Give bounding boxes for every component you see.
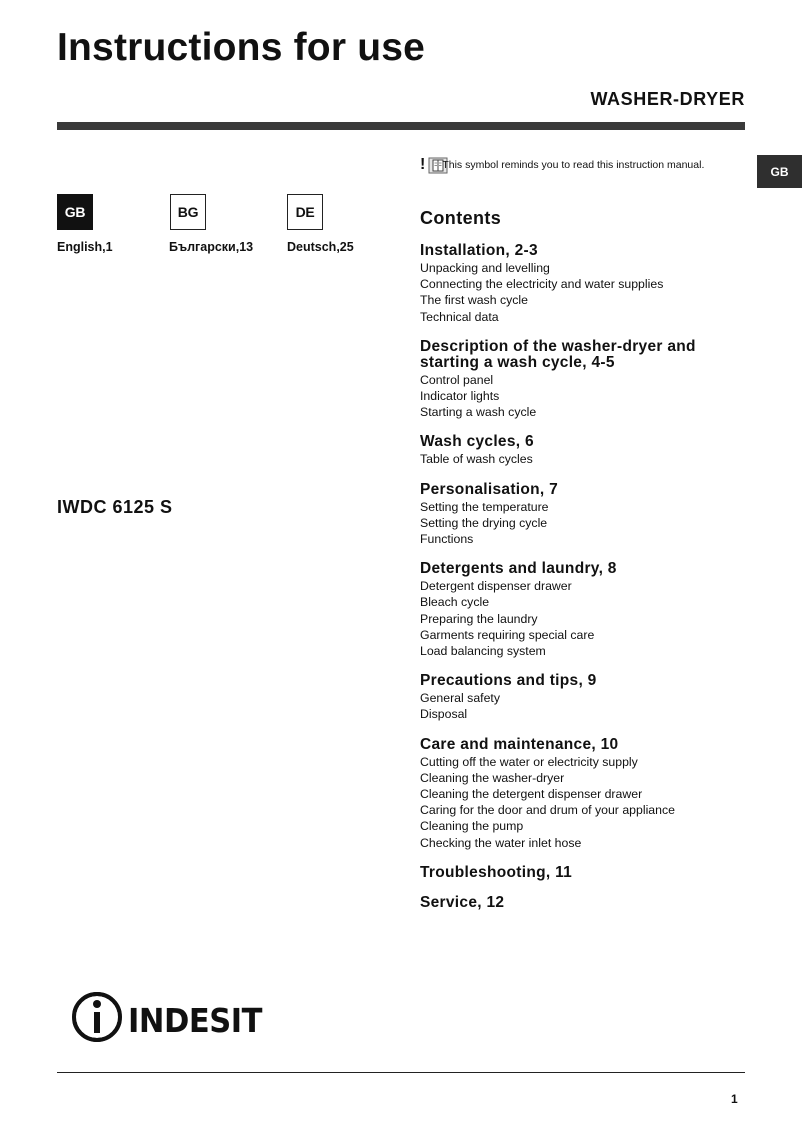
toc-item[interactable]: Table of wash cycles	[420, 452, 533, 467]
contents-heading: Contents	[420, 208, 502, 228]
toc-item[interactable]: Setting the drying cycle	[420, 515, 548, 530]
toc-item[interactable]: Garments requiring special care	[420, 627, 595, 642]
top-divider	[57, 122, 745, 130]
product-type: WASHER-DRYER	[590, 89, 745, 109]
toc-item[interactable]: Cleaning the washer-dryer	[420, 770, 565, 785]
toc-item[interactable]: Bleach cycle	[420, 595, 490, 610]
toc-item[interactable]: Caring for the door and drum of your appliance	[420, 803, 675, 818]
toc-heading[interactable]: Detergents and laundry, 8	[420, 560, 617, 578]
language-label-bg[interactable]: Български,13	[169, 240, 254, 254]
toc-section	[420, 434, 750, 467]
bottom-divider	[57, 1072, 745, 1073]
language-label-de[interactable]: Deutsch,25	[287, 240, 354, 254]
toc-heading[interactable]: Precautions and tips, 9	[420, 672, 597, 690]
toc-item[interactable]: Control panel	[420, 372, 494, 387]
page-number: 1	[731, 1092, 738, 1106]
toc-item[interactable]: Checking the water inlet hose	[420, 835, 582, 850]
toc-item[interactable]: Disposal	[420, 707, 468, 722]
toc-item[interactable]: Functions	[420, 532, 474, 547]
brand-name: INDESIT	[128, 1001, 263, 1040]
toc-heading[interactable]: Wash cycles, 6	[420, 433, 534, 451]
toc-item[interactable]: Connecting the electricity and water supplies	[420, 277, 664, 292]
language-code-bg[interactable]: BG	[170, 194, 206, 230]
toc-section	[420, 339, 750, 421]
toc-section	[420, 865, 750, 881]
toc-heading[interactable]: Care and maintenance, 10	[420, 735, 619, 753]
toc-item[interactable]: Setting the temperature	[420, 499, 549, 514]
language-code-de[interactable]: DE	[287, 194, 323, 230]
toc-section	[420, 895, 750, 911]
table-of-contents	[420, 243, 750, 925]
model-number: IWDC 6125 S	[57, 497, 173, 517]
toc-item[interactable]: Unpacking and levelling	[420, 261, 550, 275]
toc-item[interactable]: Cleaning the pump	[420, 819, 524, 834]
notice-text: This symbol reminds you to read this instruction manual.	[442, 159, 705, 171]
toc-heading[interactable]: Troubleshooting, 11	[420, 863, 573, 881]
language-label-gb[interactable]: English,1	[57, 240, 113, 254]
indesit-logo	[70, 990, 270, 1046]
toc-heading[interactable]: Service, 12	[420, 893, 505, 911]
toc-heading[interactable]: Personalisation, 7	[420, 480, 559, 498]
page-title: Instructions for use	[57, 26, 426, 69]
toc-item[interactable]: Technical data	[420, 309, 499, 324]
toc-item[interactable]: Detergent dispenser drawer	[420, 579, 572, 594]
language-side-tab[interactable]: GB	[757, 155, 802, 188]
toc-item[interactable]: General safety	[420, 691, 500, 706]
toc-item[interactable]: Cleaning the detergent dispenser drawer	[420, 787, 643, 802]
toc-item[interactable]: Starting a wash cycle	[420, 405, 537, 420]
manual-notice	[420, 156, 704, 174]
toc-item[interactable]: Indicator lights	[420, 389, 500, 404]
toc-heading[interactable]: Description of the washer-dryer and starting a wash cycle, 4-5	[420, 337, 696, 371]
toc-item[interactable]: Preparing the laundry	[420, 611, 538, 626]
exclamation-mark: !	[420, 156, 426, 173]
toc-section	[420, 561, 750, 659]
toc-section	[420, 243, 750, 325]
toc-item[interactable]: Load balancing system	[420, 644, 546, 659]
toc-section	[420, 737, 750, 851]
toc-heading[interactable]: Installation, 2-3	[420, 242, 538, 259]
language-code-gb[interactable]: GB	[57, 194, 93, 230]
toc-item[interactable]: Cutting off the water or electricity supply	[420, 754, 638, 769]
toc-section	[420, 482, 750, 548]
toc-item[interactable]: The first wash cycle	[420, 293, 528, 308]
toc-section	[420, 673, 750, 722]
